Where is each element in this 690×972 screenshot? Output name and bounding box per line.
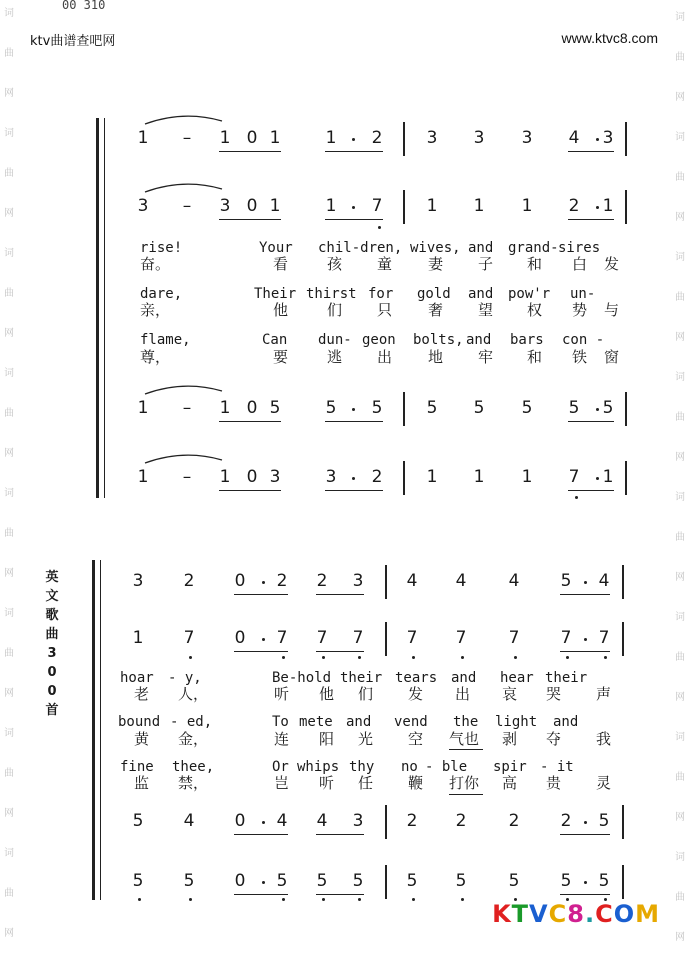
jianpu-note: 2 (568, 196, 580, 216)
watermark-char: 词 (675, 372, 685, 383)
lyric-english: Their (254, 286, 297, 302)
lyric-chinese: 出 (455, 685, 471, 703)
site-url-right[interactable]: www.ktvc8.com (561, 30, 658, 46)
lyric-chinese: 听 (319, 774, 335, 792)
logo-letter: K (492, 900, 512, 928)
lyric-english: - ble (425, 759, 468, 775)
lyric-chinese: 权 (527, 301, 543, 319)
lyric-chinese: 他 (273, 301, 289, 319)
watermark-char: 词 (675, 132, 685, 143)
jianpu-note: 4 (276, 811, 288, 831)
lyric-chinese: 和 (527, 348, 543, 366)
lyric-chinese: 童 (377, 255, 393, 273)
logo-letter: V (529, 900, 549, 928)
jianpu-note: 2 (371, 467, 383, 487)
jianpu-note: 1 (219, 398, 231, 418)
watermark-char: 词 (675, 12, 685, 23)
jianpu-note: 4 (406, 571, 418, 591)
watermark-char: 网 (675, 932, 685, 943)
lyric-english: thirst (306, 286, 357, 302)
watermark-char: 曲 (4, 888, 14, 899)
jianpu-note: 5 (276, 871, 288, 891)
jianpu-note: 0 (246, 196, 258, 216)
lyric-english: and (466, 332, 492, 348)
jianpu-note: 0 (234, 571, 246, 591)
lyric-english: no (401, 759, 418, 775)
lyric-chinese: 牢 (478, 348, 494, 366)
lyric-english: Or (272, 759, 289, 775)
jianpu-note: 3 (137, 196, 149, 216)
lyric-chinese: 发 (604, 255, 620, 273)
jianpu-note: 4 (183, 811, 195, 831)
jianpu-note: 3 (426, 128, 438, 148)
lyric-chinese: 打你 (449, 774, 480, 792)
lyric-english: thee, (172, 759, 215, 775)
lyric-english: light (495, 714, 538, 730)
logo-letter: . (584, 900, 596, 928)
lyric-chinese: 贵 (546, 774, 562, 792)
watermark-char: 曲 (675, 652, 685, 663)
watermark-char: 网 (675, 452, 685, 463)
jianpu-note: 7 (371, 196, 383, 216)
jianpu-note: 4 (568, 128, 580, 148)
lyric-chinese: 听 (274, 685, 290, 703)
jianpu-note: 5 (521, 398, 533, 418)
jianpu-note: 1 (269, 196, 281, 216)
lyric-english: gold (417, 286, 451, 302)
lyric-chinese: 要 (273, 348, 289, 366)
jianpu-note: 1 (137, 398, 149, 418)
jianpu-note: 5 (132, 871, 144, 891)
watermark-char: 词 (4, 848, 14, 859)
jianpu-note: 1 (132, 628, 144, 648)
jianpu-note: 2 (183, 571, 195, 591)
lyric-chinese: 窗 (604, 348, 620, 366)
lyric-chinese: 奢 (428, 301, 444, 319)
jianpu-note: 5 (568, 398, 580, 418)
jianpu-note: 7 (560, 628, 572, 648)
lyric-chinese: 和 (527, 255, 543, 273)
watermark-char: 词 (4, 728, 14, 739)
watermark-char: 词 (4, 128, 14, 139)
lyric-english: Be-hold (272, 670, 332, 686)
lyric-chinese: 势 (572, 301, 588, 319)
jianpu-note: 5 (406, 871, 418, 891)
watermark-char: 词 (4, 368, 14, 379)
jianpu-note: 4 (455, 571, 467, 591)
watermark-char: 曲 (675, 292, 685, 303)
jianpu-note: 3 (269, 467, 281, 487)
jianpu-note: 7 (183, 628, 195, 648)
jianpu-note: 5 (598, 871, 610, 891)
lyric-chinese: 地 (428, 348, 444, 366)
jianpu-note: 2 (508, 811, 520, 831)
lyric-english: and (451, 670, 477, 686)
lyric-chinese: 亲， (140, 301, 171, 319)
jianpu-note: 2 (560, 811, 572, 831)
watermark-char: 网 (4, 88, 14, 99)
watermark-char: 曲 (4, 768, 14, 779)
jianpu-note: 1 (219, 128, 231, 148)
logo-letter: 8 (567, 900, 585, 928)
watermark-char: 曲 (4, 288, 14, 299)
lyric-chinese: 与 (604, 301, 620, 319)
lyric-chinese: 出 (377, 348, 393, 366)
lyric-chinese: 哀 (502, 685, 518, 703)
lyric-english: To (272, 714, 289, 730)
lyric-english: sires (558, 240, 601, 256)
lyric-english: bound (118, 714, 161, 730)
lyric-chinese: 阳 (319, 730, 335, 748)
lyric-english: wives, (410, 240, 461, 256)
jianpu-note: 7 (568, 467, 580, 487)
lyric-chinese: 岂 (274, 774, 290, 792)
jianpu-note: 7 (455, 628, 467, 648)
jianpu-note: 5 (132, 811, 144, 831)
watermark-char: 词 (675, 252, 685, 263)
watermark-char: 网 (4, 208, 14, 219)
jianpu-note: – (182, 128, 192, 148)
jianpu-note: 5 (602, 398, 614, 418)
lyric-english: their (545, 670, 588, 686)
lyric-english: - ed, (170, 714, 213, 730)
jianpu-note: 5 (508, 871, 520, 891)
lyric-chinese: 鞭 (408, 774, 424, 792)
lyric-chinese: 奋。 (140, 255, 171, 273)
jianpu-note: 7 (276, 628, 288, 648)
jianpu-note: 1 (473, 196, 485, 216)
lyric-english: spir (493, 759, 527, 775)
watermark-char: 曲 (675, 892, 685, 903)
lyric-chinese: 只 (377, 301, 393, 319)
jianpu-note: 0 (234, 628, 246, 648)
lyric-english: geon (362, 332, 396, 348)
lyric-chinese: 白 (572, 255, 588, 273)
jianpu-note: 3 (352, 811, 364, 831)
book-title-vertical: 英文歌曲300首 (45, 570, 59, 718)
lyric-chinese: 剥 (502, 730, 518, 748)
watermark-char: 词 (4, 608, 14, 619)
lyric-chinese: 望 (478, 301, 494, 319)
site-name-left[interactable]: ktv曲谱查吧网 (30, 34, 116, 49)
lyric-chinese: 禁， (178, 774, 209, 792)
jianpu-note: 2 (316, 571, 328, 591)
jianpu-note: 5 (371, 398, 383, 418)
lyric-chinese: 妻 (428, 255, 444, 273)
lyric-english: Can (262, 332, 288, 348)
logo-letter: M (635, 900, 660, 928)
watermark-char: 词 (4, 488, 14, 499)
watermark-char: 曲 (4, 48, 14, 59)
jianpu-note: 0 (246, 398, 258, 418)
lyric-chinese: 子 (478, 255, 494, 273)
jianpu-note: 1 (269, 128, 281, 148)
lyric-chinese: 哭 (546, 685, 562, 703)
watermark-char: 曲 (4, 168, 14, 179)
lyric-english: rise! (140, 240, 183, 256)
lyric-chinese: 高 (502, 774, 518, 792)
jianpu-note: 5 (183, 871, 195, 891)
jianpu-note: 5 (455, 871, 467, 891)
lyric-chinese: 任 (358, 774, 374, 792)
jianpu-note: 2 (455, 811, 467, 831)
watermark-char: 网 (675, 92, 685, 103)
lyric-chinese: 监 (134, 774, 150, 792)
lyric-english: and (468, 286, 494, 302)
jianpu-note: 2 (276, 571, 288, 591)
jianpu-note: 5 (316, 871, 328, 891)
jianpu-note: 5 (426, 398, 438, 418)
lyric-english: whips (297, 759, 340, 775)
lyric-english: chil-dren, (318, 240, 403, 256)
jianpu-note: 5 (473, 398, 485, 418)
watermark-char: 曲 (4, 648, 14, 659)
lyric-english: Your (259, 240, 293, 256)
watermark-char: 曲 (675, 412, 685, 423)
lyric-english: - y, (168, 670, 202, 686)
lyric-chinese: 看 (273, 255, 289, 273)
lyric-chinese: 孩 (327, 255, 343, 273)
lyric-english: tears (395, 670, 438, 686)
lyric-english: and (468, 240, 494, 256)
lyric-chinese: 夺 (546, 730, 562, 748)
watermark-char: 网 (4, 928, 14, 939)
jianpu-note: 3 (132, 571, 144, 591)
watermark-char: 网 (4, 328, 14, 339)
lyric-english: hear (500, 670, 534, 686)
watermark-char: 曲 (675, 172, 685, 183)
lyric-english: dare, (140, 286, 183, 302)
jianpu-note: 3 (521, 128, 533, 148)
jianpu-note: 4 (316, 811, 328, 831)
lyric-chinese: 逃 (327, 348, 343, 366)
jianpu-note: 1 (219, 467, 231, 487)
lyric-chinese: 光 (358, 730, 374, 748)
jianpu-note: 1 (325, 128, 337, 148)
jianpu-note: 5 (269, 398, 281, 418)
watermark-char: 曲 (675, 532, 685, 543)
jianpu-note: 3 (473, 128, 485, 148)
watermark-char: 网 (675, 332, 685, 343)
lyric-english: grand- (508, 240, 559, 256)
watermark-char: 曲 (4, 528, 14, 539)
lyric-chinese: 气也 (449, 730, 480, 748)
lyric-chinese: 们 (358, 685, 374, 703)
lyric-chinese: 他 (319, 685, 335, 703)
jianpu-note: 0 (234, 871, 246, 891)
lyric-english: un- (570, 286, 596, 302)
jianpu-note: 1 (137, 128, 149, 148)
logo-letter: O (613, 900, 636, 928)
jianpu-note: – (182, 398, 192, 418)
lyric-english: flame, (140, 332, 191, 348)
lyric-english: hoar (120, 670, 154, 686)
jianpu-note: 7 (598, 628, 610, 648)
logo-letter: T (511, 900, 530, 928)
jianpu-note: 5 (352, 871, 364, 891)
jianpu-note: 1 (602, 467, 614, 487)
tie-arc (145, 116, 222, 124)
jianpu-note: 7 (316, 628, 328, 648)
watermark-char: 网 (4, 688, 14, 699)
jianpu-note: – (182, 196, 192, 216)
jianpu-note: 5 (560, 571, 572, 591)
jianpu-note: 4 (508, 571, 520, 591)
lyric-chinese: 灵 (596, 774, 612, 792)
lyric-chinese: 声 (596, 685, 612, 703)
logo-letter: C (548, 900, 568, 928)
watermark-char: 网 (675, 572, 685, 583)
jianpu-note: 3 (325, 467, 337, 487)
lyric-english: their (340, 670, 383, 686)
watermark-char: 词 (675, 732, 685, 743)
lyric-english: fine (120, 759, 154, 775)
logo-letter: C (595, 900, 614, 928)
watermark-char: 词 (4, 248, 14, 259)
jianpu-note: 2 (406, 811, 418, 831)
jianpu-note: 4 (598, 571, 610, 591)
jianpu-note: 0 (246, 128, 258, 148)
lyric-chinese: 我 (596, 730, 612, 748)
jianpu-note: 7 (508, 628, 520, 648)
lyric-english: thy (349, 759, 375, 775)
watermark-char: 网 (4, 448, 14, 459)
jianpu-note: 0 (246, 467, 258, 487)
lyric-chinese: 老 (134, 685, 150, 703)
jianpu-note: 1 (137, 467, 149, 487)
tie-arc (145, 184, 222, 192)
lyric-english: and (553, 714, 579, 730)
lyric-english: bars (510, 332, 544, 348)
jianpu-note: 2 (371, 128, 383, 148)
watermark-char: 网 (675, 812, 685, 823)
lyric-english: for (368, 286, 394, 302)
jianpu-note: 1 (602, 196, 614, 216)
watermark-char: 网 (4, 568, 14, 579)
lyric-english: and (346, 714, 372, 730)
lyric-english: dun- (318, 332, 352, 348)
jianpu-note: 5 (325, 398, 337, 418)
watermark-char: 词 (675, 612, 685, 623)
jianpu-note: 7 (352, 628, 364, 648)
lyric-chinese: 空 (408, 730, 424, 748)
lyric-english: pow'r (508, 286, 551, 302)
lyric-chinese: 铁 (572, 348, 588, 366)
watermark-char: 网 (4, 808, 14, 819)
lyric-chinese: 连 (274, 730, 290, 748)
lyric-english: the (453, 714, 479, 730)
watermark-char: 曲 (675, 52, 685, 63)
lyric-english: con - (562, 332, 605, 348)
jianpu-note: 3 (602, 128, 614, 148)
jianpu-note: 0 (234, 811, 246, 831)
tie-arc (145, 455, 222, 463)
jianpu-note: 3 (352, 571, 364, 591)
lyric-chinese: 人， (178, 685, 209, 703)
jianpu-note: 1 (521, 467, 533, 487)
watermark-char: 网 (675, 212, 685, 223)
watermark-char: 曲 (4, 408, 14, 419)
jianpu-note: 1 (521, 196, 533, 216)
watermark-char: 词 (675, 492, 685, 503)
watermark-char: 曲 (675, 772, 685, 783)
watermark-char: 网 (675, 692, 685, 703)
jianpu-note: 3 (219, 196, 231, 216)
page-number-fragment: 00 310 (62, 0, 106, 12)
jianpu-note: 1 (426, 196, 438, 216)
lyric-chinese: 们 (327, 301, 343, 319)
jianpu-note: 5 (560, 871, 572, 891)
jianpu-note: 1 (426, 467, 438, 487)
lyric-chinese: 黄 (134, 730, 150, 748)
lyric-english: bolts, (413, 332, 464, 348)
jianpu-note: 1 (325, 196, 337, 216)
watermark-char: 词 (4, 8, 14, 19)
lyric-english: - it (540, 759, 574, 775)
jianpu-note: 5 (598, 811, 610, 831)
lyric-chinese: 发 (408, 685, 424, 703)
watermark-char: 词 (675, 852, 685, 863)
jianpu-note: 7 (406, 628, 418, 648)
lyric-english: vend (394, 714, 428, 730)
site-logo (492, 900, 660, 928)
lyric-english: mete (299, 714, 333, 730)
lyric-chinese: 尊， (140, 348, 171, 366)
jianpu-note: – (182, 467, 192, 487)
lyric-chinese: 金， (178, 730, 209, 748)
jianpu-note: 1 (473, 467, 485, 487)
tie-arc (145, 386, 222, 394)
